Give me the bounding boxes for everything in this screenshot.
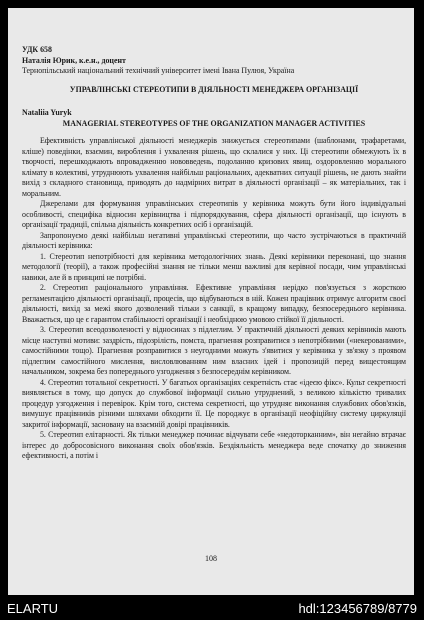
footer-bar: [0, 597, 424, 620]
author-ua: Наталія Юрик, к.е.н., доцент: [22, 55, 126, 65]
stereotype-2-paragraph: 2. Стереотип раціонального управління. Ефективне управління нерідко пов'язується з жорсткою регламентацією діяльності організації, процесів, що відбуваються в ній. Кожен працівник отримує алгоритм своєї діяльності, вихід за межі якого дозволений тільки з санкції, в кращому випадку, безпосереднього керівника. Вважається, що це є гарантом стабільності організації і необхідною умовою стійкої її діяльності.: [22, 283, 406, 324]
title-ua: УПРАВЛІНСЬКІ СТЕРЕОТИПИ В ДІЯЛЬНОСТІ МЕНЕДЖЕРА ОРГАНІЗАЦІЇ: [69, 84, 359, 94]
intro-paragraph: Ефективність управлінської діяльності менеджерів знижується стереотипами (шаблонами, трафаретами, кліше) поведінки, взаємин, вироблення і ухвалення рішень, що склалися у них. Ці стереотипи обмежують їх в творчості, перешкоджають впровадженню нововведень, подоланню кризових явищ, оздоровленню морального клімату в колективі, утруднюють ухвалення найбільш раціональних, адекватних ситуації рішень, не дають знайти вихід з складного становища, приводять до надмірних витрат в діяльності організації – як матеріальних, так і моральним.: [22, 136, 406, 198]
sources-paragraph: Джерелами для формування управлінських стереотипів у керівника можуть бути його індивідуальні особливості, специфіка відносин керівництва і підпорядкування, сфера діяльності організації, що існують в організації традиції, спільна діяльність конкретних осіб і організацій.: [22, 199, 406, 229]
stereotype-5-paragraph: 5. Стереотип елітарності. Як тільки менеджер починає відчувати себе «недоторканним», він негайно втрачає інтерес до добросовісного виконання своїх обов'язків. Бездіяльність менеджера веде спочатку до зниження ефективності, а потім і: [22, 430, 406, 460]
document-page: [8, 8, 414, 595]
udc-code: УДК 658: [22, 45, 52, 54]
affiliation: Тернопільський національний технічний університет імені Івана Пулюя, Україна: [22, 66, 295, 75]
author-en: Nataliia Yuryk: [22, 108, 72, 117]
article-content: [22, 45, 406, 462]
title-en: MANAGERIAL STEREOTYPES OF THE ORGANIZATION MANAGER ACTIVITIES: [62, 118, 366, 128]
stereotype-3-paragraph: 3. Стереотип всеодозволеності у відносинах з підлеглим. У практичній діяльності деяких керівників мають місце наступні мотиви: заздрість, підозрілість, помста, прагнення розправитися з непотрібними («некерованими», самостійними тощо). Прагнення розправитися з неугодними можуть з'явитися у керівника у зв'язку з проявом підлеглим самостійного мислення, висловлюванням ним власних ідей і пропозицій перед вищестоящим начальником, зокрема без попереднього узгодження з безпосереднім керівником.: [22, 325, 406, 376]
stereotype-4-paragraph: 4. Стереотип тотальної секретності. У багатьох організаціях секретність стає «ідеєю фікс». Культ секретності виявляється в тому, що допуск до службової інформації сильно утруднений, з великою кількістю тривалих процедур узгодження і перевірок. Крім того, система секретності, що утрудняє виконання службових обов'язків, вимушує працівників різними шляхами обходити її. Це породжує в організації неофіційну систему циркуляції закритої інформації, засновану на взаємній довірі працівників.: [22, 377, 406, 429]
stereotype-1-paragraph: 1. Стереотип непотрібності для керівника методологічних знань. Деякі керівники переконані, що знання методології (теорії), а також професійні знання не тільки менш важливі для керівної посади, чим управлінські навики, але й в принципі не потрібні.: [22, 251, 406, 282]
page-number: 108: [205, 554, 217, 563]
proposal-paragraph: Запропонуємо деякі найбільш негативні управлінські стереотипи, що часто зустрічаються в практичній діяльності керівника:: [22, 230, 406, 250]
handle-identifier: hdl:123456789/8779: [298, 601, 417, 616]
repository-label: ELARTU: [7, 601, 59, 616]
